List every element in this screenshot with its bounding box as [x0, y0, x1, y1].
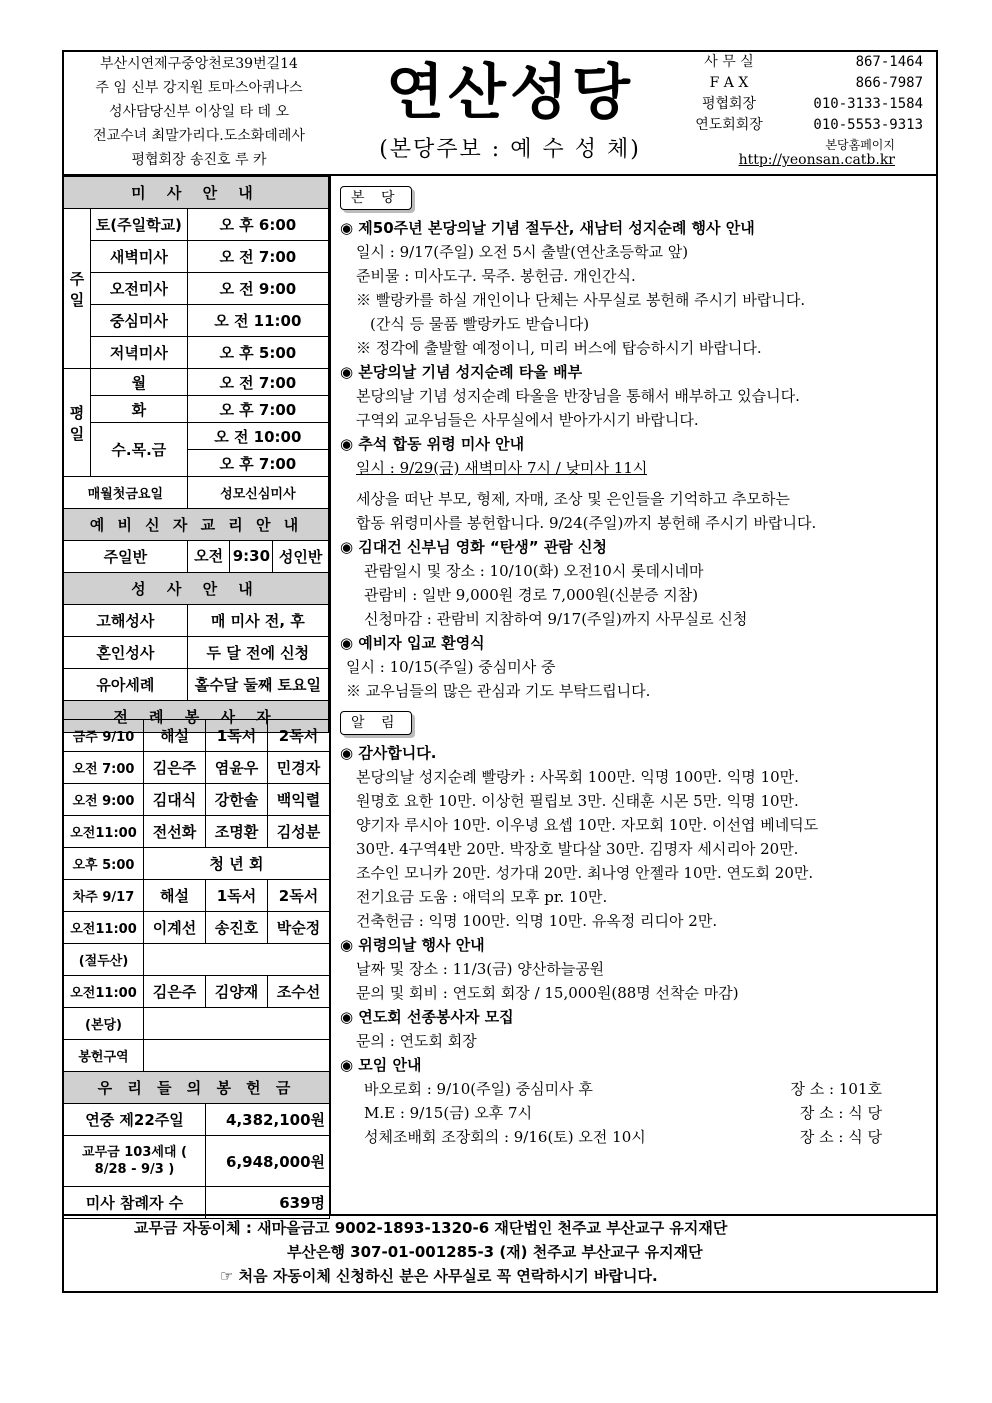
liturgy-head: 1독서	[206, 720, 268, 752]
mass-time: 오 후 7:00	[187, 450, 328, 477]
text-line: ※ 빨랑카를 하실 개인이나 단체는 사무실로 봉헌해 주시기 바랍니다.	[356, 291, 806, 309]
first-friday-value: 성모신심미사	[187, 477, 328, 509]
mass-time: 오 전 10:00	[187, 423, 328, 450]
offering-name: 미사 참례자 수	[64, 1187, 206, 1219]
sacrament-value: 홀수달 둘째 토요일	[187, 669, 328, 701]
sunday-label: 주일	[64, 209, 91, 369]
parish-tag: 본 당	[340, 186, 412, 210]
mass-name: 수.목.금	[91, 423, 188, 477]
parish-title: 연산성당	[386, 58, 634, 128]
section-heading: ◉ 감사합니다.	[340, 744, 437, 762]
liturgy-note: (본당)	[64, 1008, 144, 1040]
catechumen-cell: 주일반	[64, 541, 188, 573]
section-heading: ◉ 본당의날 기념 성지순례 타올 배부	[340, 363, 583, 381]
contact-row: 사 무 실 867-1464	[704, 54, 923, 70]
text-line: 일시 : 10/15(주일) 중심미사 중	[346, 658, 556, 676]
liturgy-cell: 김양재	[206, 976, 268, 1008]
address: 부산시연제구중앙천로39번길14	[100, 56, 298, 72]
mass-name: 저녁미사	[91, 337, 188, 369]
contact-row: 평협회장 010-3133-1584	[701, 96, 923, 112]
mass-time: 오 전 7:00	[187, 241, 328, 273]
text-line: ※ 정각에 출발할 예정이니, 미리 버스에 탑승하시기 바랍니다.	[356, 339, 762, 357]
liturgy-time: 오전 7:00	[64, 752, 144, 784]
meeting-row: 바오로회 : 9/10(주일) 중심미사 후 장 소 : 101호	[364, 1080, 882, 1098]
text-line: 일시 : 9/29(금) 새벽미사 7시 / 낮미사 11시	[356, 459, 648, 477]
contacts	[690, 52, 935, 168]
text-line: 양기자 루시아 10만. 이우녕 요셉 10만. 자모회 10만. 이선엽 베네딕도	[356, 816, 819, 834]
mass-name: 화	[91, 396, 188, 423]
sacrament-title: 성 사 안 내	[64, 573, 329, 605]
text-line: 본당의날 성지순례 빨랑카 : 사목회 100만. 익명 100만. 익명 10만.	[356, 768, 799, 786]
text-line: 구역외 교우님들은 사무실에서 받아가시기 바랍니다.	[356, 411, 699, 429]
mass-time: 오 후 6:00	[187, 209, 328, 241]
liturgy-head: 금주 9/10	[64, 720, 144, 752]
liturgy-cell: 이계선	[144, 912, 206, 944]
footer-line: 교무금 자동이체 : 새마을금고 9002-1893-1320-6 재단법인 천주교 부산교구 유지재단	[134, 1219, 728, 1237]
sisters: 전교수녀 최말가리다.도소화데레사	[93, 128, 305, 144]
liturgy-cell: 조명환	[206, 816, 268, 848]
text-line: 본당의날 기념 성지순례 타올을 반장님을 통해서 배부하고 있습니다.	[356, 387, 800, 405]
header-info	[64, 52, 334, 172]
liturgy-cell: 김성분	[268, 816, 330, 848]
liturgy-empty	[144, 1040, 330, 1072]
liturgy-table	[63, 719, 330, 1219]
liturgy-time: 오전 9:00	[64, 784, 144, 816]
liturgy-group: 청 년 회	[144, 848, 330, 880]
liturgy-cell: 김은주	[144, 752, 206, 784]
catechumen-cell: 오전 9:30	[187, 541, 273, 573]
liturgy-head: 차주 9/17	[64, 880, 144, 912]
section-heading: ◉ 모임 안내	[340, 1056, 422, 1074]
offering-value: 639명	[206, 1187, 330, 1219]
mass-name: 오전미사	[91, 273, 188, 305]
first-friday-label: 매월첫금요일	[64, 477, 188, 509]
section-heading: ◉ 추석 합동 위령 미사 안내	[340, 435, 525, 453]
text-line: 세상을 떠난 부모, 형제, 자매, 조상 및 은인들을 기억하고 추모하는	[356, 490, 790, 508]
schedule-table	[63, 176, 329, 733]
meeting-row: 성체조배회 조장회의 : 9/16(토) 오전 10시 장 소 : 식 당	[364, 1128, 882, 1146]
announcements	[340, 182, 932, 1149]
mass-title: 미 사 안 내	[64, 177, 329, 209]
contact-row: 연도회회장 010-5553-9313	[695, 117, 923, 133]
offering-area-label: 봉헌구역	[64, 1040, 144, 1072]
text-line: 30만. 4구역4반 20만. 박장호 발다살 30만. 김명자 세시리아 20만.	[356, 840, 799, 858]
text-line: 건축헌금 : 익명 100만. 익명 10만. 유옥정 리디아 2만.	[356, 912, 718, 930]
liturgy-head: 2독서	[268, 880, 330, 912]
liturgy-cell: 백익렬	[268, 784, 330, 816]
footer	[62, 1216, 938, 1288]
mass-time: 오 전 9:00	[187, 273, 328, 305]
offering-value: 4,382,100원	[206, 1104, 330, 1136]
liturgy-cell: 강한솔	[206, 784, 268, 816]
liturgy-time: 오전11:00	[64, 976, 144, 1008]
text-line: 원명호 요한 10만. 이상헌 필립보 3만. 신태훈 시몬 5만. 익명 10만.	[356, 792, 799, 810]
text-line: 일시 : 9/17(주일) 오전 5시 출발(연산초등학교 앞)	[356, 243, 689, 261]
sacrament-name: 고해성사	[64, 605, 188, 637]
text-line: 전기요금 도움 : 애덕의 모후 pr. 10만.	[356, 888, 608, 906]
mass-name: 월	[91, 369, 188, 396]
liturgy-cell: 김대식	[144, 784, 206, 816]
text-line: 준비물 : 미사도구. 묵주. 봉헌금. 개인간식.	[356, 267, 636, 285]
liturgy-cell: 송진호	[206, 912, 268, 944]
mass-name: 중심미사	[91, 305, 188, 337]
text-line: (간식 등 물품 빨랑카도 받습니다)	[370, 315, 590, 333]
homepage-label: 본당홈페이지	[825, 138, 895, 152]
offering-name: 연중 제22주일	[64, 1104, 206, 1136]
section-heading: ◉ 김대건 신부님 영화 “탄생” 관람 신청	[340, 538, 607, 556]
assistant-priest: 성사담당신부 이상일 타 데 오	[108, 104, 290, 120]
liturgy-time: 오후 5:00	[64, 848, 144, 880]
section-heading: ◉ 제50주년 본당의날 기념 절두산, 새남터 성지순례 행사 안내	[340, 219, 755, 237]
footer-line: 부산은행 307-01-001285-3 (재) 천주교 부산교구 유지재단	[287, 1243, 703, 1261]
sacrament-value: 두 달 전에 신청	[187, 637, 328, 669]
liturgy-time: 오전11:00	[64, 912, 144, 944]
text-line: 관람비 : 일반 9,000원 경로 7,000원(신분증 지참)	[364, 586, 699, 604]
liturgy-cell: 조수선	[268, 976, 330, 1008]
homepage-link[interactable]: http://yeonsan.catb.kr	[738, 152, 895, 168]
liturgy-cell: 염윤우	[206, 752, 268, 784]
liturgy-head: 2독서	[268, 720, 330, 752]
mass-name: 새벽미사	[91, 241, 188, 273]
notice-tag: 알 림	[340, 711, 412, 735]
liturgy-empty	[144, 1008, 330, 1040]
offering-name: 교무금 103세대 ( 8/28 - 9/3 )	[64, 1136, 206, 1187]
council-president: 평협회장 송진호 루 카	[131, 152, 267, 168]
contact-row: F A X 866-7987	[709, 75, 923, 91]
text-line: 신청마감 : 관람비 지참하여 9/17(주일)까지 사무실로 신청	[364, 610, 748, 628]
catechumen-cell: 성인반	[273, 541, 329, 573]
text-line: 관람일시 및 장소 : 10/10(화) 오전10시 롯데시네마	[364, 562, 704, 580]
liturgy-cell: 김은주	[144, 976, 206, 1008]
liturgy-title: 전 례 봉 사 자	[64, 701, 329, 733]
liturgy-cell: 박순정	[268, 912, 330, 944]
section-heading: ◉ 예비자 입교 환영식	[340, 634, 485, 652]
offering-title: 우 리 들 의 봉 헌 금	[64, 1072, 330, 1104]
mass-time: 오 후 7:00	[187, 396, 328, 423]
sacrament-name: 혼인성사	[64, 637, 188, 669]
pastor: 주 임 신부 강지원 토마스아퀴나스	[95, 80, 303, 96]
liturgy-cell: 민경자	[268, 752, 330, 784]
text-line: 문의 : 연도회 회장	[356, 1032, 477, 1050]
text-line: 합동 위령미사를 봉헌합니다. 9/24(주일)까지 봉헌해 주시기 바랍니다.	[356, 514, 817, 532]
meeting-row: M.E : 9/15(금) 오후 7시 장 소 : 식 당	[364, 1104, 882, 1122]
liturgy-head: 해설	[144, 720, 206, 752]
sacrament-name: 유아세례	[64, 669, 188, 701]
liturgy-time: 오전11:00	[64, 816, 144, 848]
mass-name: 토(주일학교)	[91, 209, 188, 241]
section-heading: ◉ 위령의날 행사 안내	[340, 936, 485, 954]
text-line: 날짜 및 장소 : 11/3(금) 양산하늘공원	[356, 960, 605, 978]
text-line: 조수인 모니카 20만. 성가대 20만. 최나영 안젤라 10만. 연도회 20만.	[356, 864, 814, 882]
mass-time: 오 후 5:00	[187, 337, 328, 369]
section-heading: ◉ 연도회 선종봉사자 모집	[340, 1008, 514, 1026]
liturgy-head: 1독서	[206, 880, 268, 912]
footer-line: ☞ 처음 자동이체 신청하신 분은 사무실로 꼭 연락하시기 바랍니다.	[220, 1267, 658, 1285]
liturgy-empty	[144, 944, 330, 976]
mass-time: 오 전 11:00	[187, 305, 328, 337]
sacrament-value: 매 미사 전, 후	[187, 605, 328, 637]
text-line: 문의 및 회비 : 연도회 회장 / 15,000원(88명 선착순 마감)	[356, 984, 739, 1002]
bulletin-subtitle: (본당주보 : 예 수 성 체)	[379, 137, 641, 162]
liturgy-note: (절두산)	[64, 944, 144, 976]
mass-time: 오 전 7:00	[187, 369, 328, 396]
liturgy-cell: 전선화	[144, 816, 206, 848]
weekday-label: 평일	[64, 369, 91, 477]
catechumen-title: 예 비 신 자 교 리 안 내	[64, 509, 329, 541]
liturgy-head: 해설	[144, 880, 206, 912]
text-line: ※ 교우님들의 많은 관심과 기도 부탁드립니다.	[346, 682, 651, 700]
offering-value: 6,948,000원	[206, 1136, 330, 1187]
